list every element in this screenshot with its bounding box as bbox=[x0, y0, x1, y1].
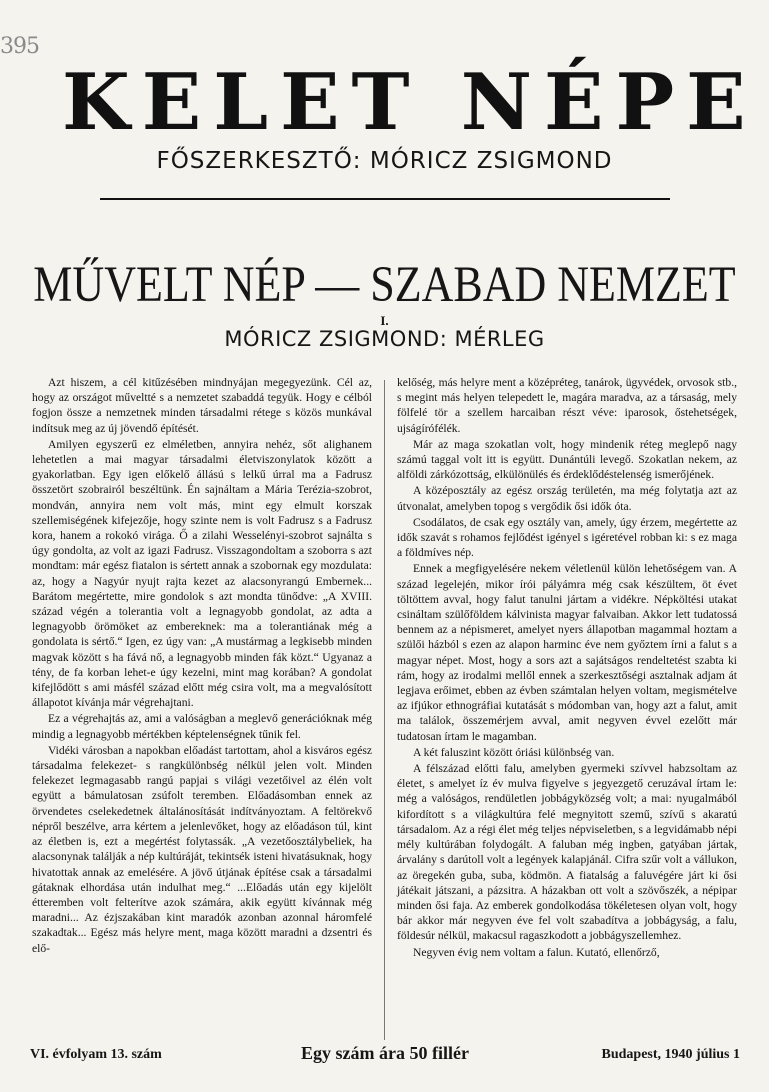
paragraph: A félszázad előtti falu, amelyben gyermeki szívvel habzsoltam az életet, s amelyet íz év mulva figyelve s jegyezgető ceruzával írtam le: még a valóságos, rendületlen jobbágyközség volt; a mai: nyugalmából kifordított s a világkultúra felé megnyitott szemű, szívű s akaratú társadalom. Az a régi élet még teljes népviseletben, s a legvidámabb népi mély kultúrában folydogált. A faluban még ingben, gatyában jártak, árvalány s darútoll volt a legények kalapjánál. Cifra szűr volt a vállukon, az öregekén guba, suba, ködmön. A fiatalság a faluvégére járt ki ősi játékait játszani, a pázsitra. A házakban ott volt a szövőszék, a népipar minden ősi faja. Az emberek gondolkodása tökéletesen olyan volt, hogy bár akkor már negyven éve fel volt szabadítva a jobbágyság, a falu, földesúr nélkül, makacsul ragaszkodott a jobbágyszellemhez. bbox=[397, 762, 737, 943]
footer-volume: VI. évfolyam 13. szám bbox=[30, 1047, 162, 1062]
right-column bbox=[397, 375, 737, 961]
paragraph: Vidéki városban a napokban előadást tartottam, ahol a kisváros egész társadalma felekezet- s rangkülönbség nélkül jelen volt. Minden felekezet legmagasabb rangú papjai s világi vezetőivel az élén volt együtt a bámulatosan zsúfolt teremben. Előadásomban ennek az örvendetes cselekedetnek általánosítását indítványoztam. A feltörekvő népről beszélve, arra kértem a jelenlevőket, hogy az előadáson túl, kint az életben is, ezt a megértést folytassák. „A vezetőosztálybeliek, ha alacsonynak találják a nép kultúráját, tekintsék isteni hivatásuknak, hogy hivatottak annak az emelésére. A jövő útjának építése csak a társadalmi gátaknak elhordása után indulhat meg.“ ...Előadás után egy kijelölt étteremben volt felterítve azok számára, akik együtt kívánnak még maradni... Az ézjszakában kint maradók azonban azonnal háromfelé szakadtak... Egész más helyre ment, maga között maradni a dzsentri és elő- bbox=[32, 743, 372, 955]
paragraph: Ez a végrehajtás az, ami a valóságban a meglevő generációknak még mindig a legnagyobb mértékben képtelenségnek tűnik fel. bbox=[32, 712, 372, 741]
paragraph: Már az maga szokatlan volt, hogy mindenik réteg meglepő nagy számú taggal volt itt is együtt. Dunántúli levegő. Szokatlan nekem, az alföldi zárkózottság, elkülönülés és érdeklődéstelenség ismerőjének. bbox=[397, 437, 737, 482]
paragraph: Negyven évig nem voltam a falun. Kutató, ellenőrző, bbox=[413, 945, 660, 959]
page-number: 395 bbox=[0, 34, 39, 59]
column-divider bbox=[384, 380, 385, 1040]
footer-place-date: Budapest, 1940 július 1 bbox=[601, 1047, 740, 1062]
paragraph: A középosztály az egész ország területén, ma még folytatja azt az útvonalat, amelyben topog s vergődik ősi idők óta. bbox=[397, 484, 737, 513]
left-column bbox=[32, 375, 372, 957]
article-headline: MŰVELT NÉP — SZABAD NEMZET bbox=[33, 256, 736, 313]
paragraph: Csodálatos, de csak egy osztály van, amely, úgy érzem, megértette az idők szavát s rohamos fejlődést igényel s igéretével robban ki: s ez maga a földmíves nép. bbox=[397, 515, 737, 560]
masthead-divider bbox=[100, 198, 670, 200]
footer-price: Egy szám ára 50 fillér bbox=[301, 1043, 469, 1063]
masthead-title: KELET NÉPE bbox=[62, 57, 758, 148]
paragraph: Ennek a megfigyelésére nekem véletlenül külön lehetőségem van. A század legelején, mikor írói pályámra még csak készültem, öt évet töltöttem avval, hogy falut tanulni jártam a vidékre. Népköltési utakat csináltam szülőföldem kálvinista magyar falvaiban. Akkor lett tudatossá bennem az a népismeret, amelyet nyers állapotban magammal hoztam a szülői házból s ezen az alapon harminc éve nem győztem írni a falut s a magyar népet. Most, hogy a sors azt a sajátságos rendeltetést szabta ki rám, hogy az irodalmi mellől ennek a szerkesztőségi asztalnak adjam át legjava erőimet, ebben az évben számtalan helyen voltam, megismételve az ifjúkor ethnográfiai kutatását s módomban van, hogy azt a falut, amit ma találok, összemérjem avval, amit negyven évvel ezelőtt már tudatosan írtam le magamban. bbox=[397, 562, 737, 743]
paragraph: Azt hiszem, a cél kitűzésében mindnyájan megegyezünk. Cél az, hogy az országot műveltté s a nemzetet szabaddá tegyük. Hogy e célból fogjon össze a nemzetnek minden társadalmi rétege s közös munkával indítsuk meg az új jövendő építését. bbox=[32, 376, 372, 435]
section-number: I. bbox=[380, 313, 389, 328]
paragraph: A két faluszint között óriási különbség van. bbox=[413, 745, 615, 759]
article-subheadline: MÓRICZ ZSIGMOND: MÉRLEG bbox=[224, 327, 545, 351]
paragraph: Amilyen egyszerű ez elméletben, annyira nehéz, sőt alighanem lehetetlen a mai magyar társadalmi életviszonylatok között a gyakorlatban. Egy igen előkelő állású s lelkű úrral ma a Fadrusz összetört szobrairól beszéltünk. Én sajnáltam a Mária Terézia-szobrot, mondván, annyira nem volt más, mint egy elmult korszak szellemiségének kifejezője, hogy szinte nem is volt Fadrusz s a Fadrusz kora, hanem a rokokó virága. Ő a zilahi Wesselényi-szobrot sajnálta s úgy gondolta, az volt az igazi Fadrusz. Visszagondoltam a szoborra s azt mondtam: már egész fiatalon is sértett annak a szobornak egy mozdulata: az, hogy a Nagyúr nyujt rajta kezet az alacsonyrangú Embernek... Barátom megértette, mire gondolok s azt mondta tünődve: „A XVIII. század végén a tolerantia volt a legnagyobb gondolat, az adta a legnagyobb örömöket az embereknek: ma a tolerantiának még a gondolata is sértő.“ Igen, ez úgy van: „A mustármag a legkisebb minden magvak között s ha fává nő, a legnagyobb minden fák közt.“ Ugyanaz a tény, de fa korban lehet-e úgy kezelni, mint mag korában? A gondolat kifejlődött s ami másfél század előtt még csira volt, ma a megvalósított állapotot kívánja már végrehajtani. bbox=[32, 437, 372, 710]
paragraph: kelőség, más helyre ment a középréteg, tanárok, ügyvédek, orvosok stb., s megint más helyen telepedett le, magára maradva, az a társaság, mely fölfelé tör a szellem harcaiban részt véve: iparosok, őstehetségek, ujságírófélék. bbox=[397, 376, 737, 435]
footer bbox=[30, 1045, 740, 1067]
editor-line: FŐSZERKESZTŐ: MÓRICZ ZSIGMOND bbox=[156, 148, 613, 174]
